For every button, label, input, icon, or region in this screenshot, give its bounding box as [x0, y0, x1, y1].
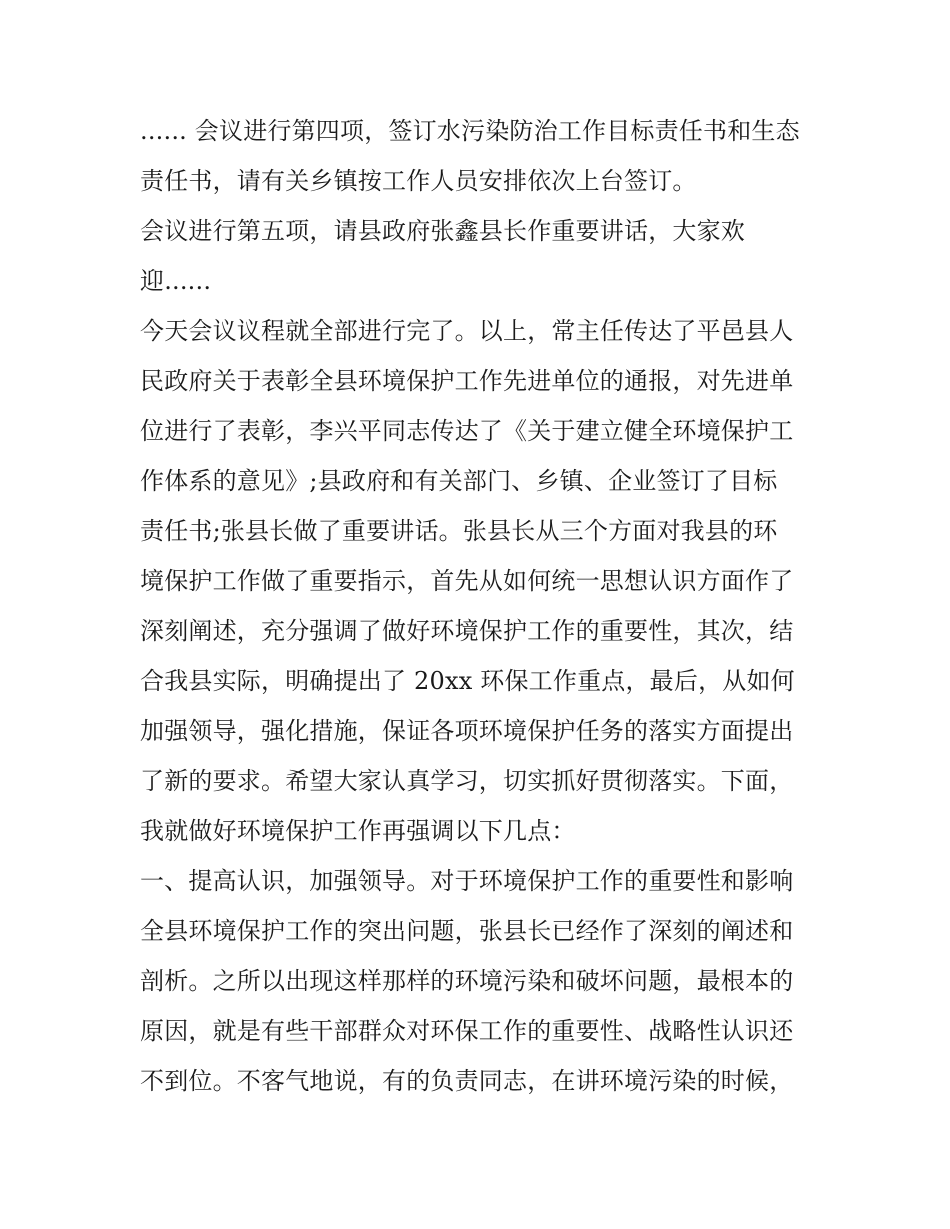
text-line: 深刻阐述，充分强调了做好环境保护工作的重要性，其次，结 — [140, 617, 794, 645]
text-line: 责任书，请有关乡镇按工作人员安排依次上台签订。 — [140, 167, 697, 195]
text-line: 剖析。之所以出现这样那样的环境污染和破坏问题，最根本的 — [140, 967, 794, 995]
text-line: 全县环境保护工作的突出问题，张县长已经作了深刻的阐述和 — [140, 917, 794, 945]
text-line: 一、提高认识，加强领导。对于环境保护工作的重要性和影响 — [140, 867, 794, 895]
text-line: 责任书;张县长做了重要讲话。张县长从三个方面对我县的环 — [140, 517, 778, 545]
text-line: 会议进行第五项，请县政府张鑫县长作重要讲话，大家欢 — [140, 217, 745, 245]
text-line: 不到位。不客气地说，有的负责同志，在讲环境污染的时候， — [140, 1067, 794, 1095]
text-line: 合我县实际，明确提出了 20xx 环保工作重点，最后，从如何 — [140, 667, 795, 695]
text-line: 原因，就是有些干部群众对环保工作的重要性、战略性认识还 — [140, 1017, 794, 1045]
text-line: 了新的要求。希望大家认真学习，切实抓好贯彻落实。下面， — [140, 767, 794, 795]
text-line: 位进行了表彰，李兴平同志传达了《关于建立健全环境保护工 — [140, 417, 794, 445]
text-line: 境保护工作做了重要指示，首先从如何统一思想认识方面作了 — [140, 567, 794, 595]
text-line: 作体系的意见》;县政府和有关部门、乡镇、企业签订了目标 — [140, 467, 778, 495]
text-line: 今天会议议程就全部进行完了。以上，常主任传达了平邑县人 — [140, 317, 794, 345]
text-line: ...... 会议进行第四项，签订水污染防治工作目标责任书和生态 — [140, 117, 800, 145]
text-line: 我就做好环境保护工作再强调以下几点： — [140, 817, 576, 845]
text-line: 民政府关于表彰全县环境保护工作先进单位的通报，对先进单 — [140, 367, 794, 395]
text-line: 加强领导，强化措施，保证各项环境保护任务的落实方面提出 — [140, 717, 794, 745]
text-line: 迎...... — [140, 267, 212, 295]
